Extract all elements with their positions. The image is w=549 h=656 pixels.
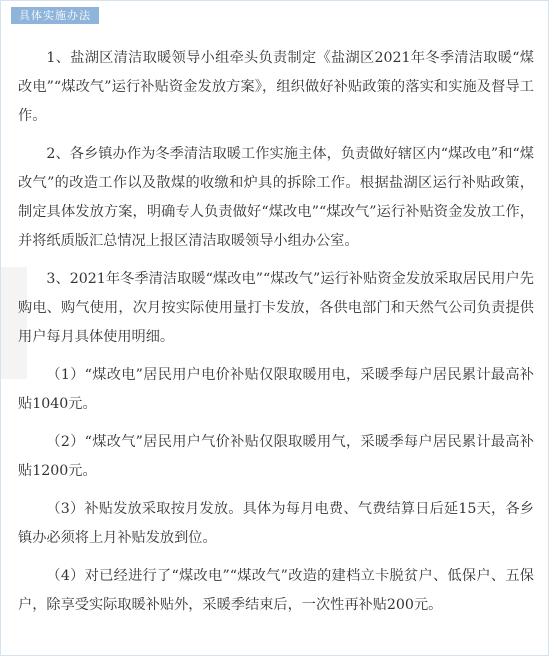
- paragraph-3-4: （4）对已经进行了“煤改电”“煤改气”改造的建档立卡脱贫户、低保户、五保户，除享受实际取暖补贴外，采暖季结束后，一次性再补贴200元。: [18, 568, 534, 613]
- paragraph-3-2: （2）“煤改气”居民用户气价补贴仅限取暖用气，采暖季每户居民累计最高补贴1200元。: [18, 434, 534, 479]
- section-tag: 具体实施办法: [11, 7, 99, 24]
- paragraph-2: 2、各乡镇办作为冬季清洁取暖工作实施主体，负责做好辖区内“煤改电”和“煤改气”的改造工作以及散煤的收缴和炉具的拆除工作。根据盐湖区运行补贴政策，制定具体发放方案，明确专人负责做好“煤改电”“煤改气”运行补贴资金发放工作，并将纸质版汇总情况上报区清洁取暖领导小组办公室。: [18, 146, 534, 249]
- paragraph-3: 3、2021年冬季清洁取暖“煤改电”“煤改气”运行补贴资金发放采取居民用户先购电、购气使用，次月按实际使用量打卡发放，各供电部门和天然气公司负责提供用户每月具体使用明细。: [18, 271, 534, 345]
- article-body: [18, 44, 534, 629]
- paragraph-3-3: （3）补贴发放采取按月发放。具体为每月电费、气费结算日后延15天，各乡镇办必须将上月补贴发放到位。: [18, 501, 534, 546]
- paragraph-3-1: （1）“煤改电”居民用户电价补贴仅限取暖用电，采暖季每户居民累计最高补贴1040元。: [18, 367, 534, 412]
- paragraph-1: 1、盐湖区清洁取暖领导小组牵头负责制定《盐湖区2021年冬季清洁取暖“煤改电”“煤改气”运行补贴资金发放方案》，组织做好补贴政策的落实和实施及督导工作。: [18, 50, 534, 124]
